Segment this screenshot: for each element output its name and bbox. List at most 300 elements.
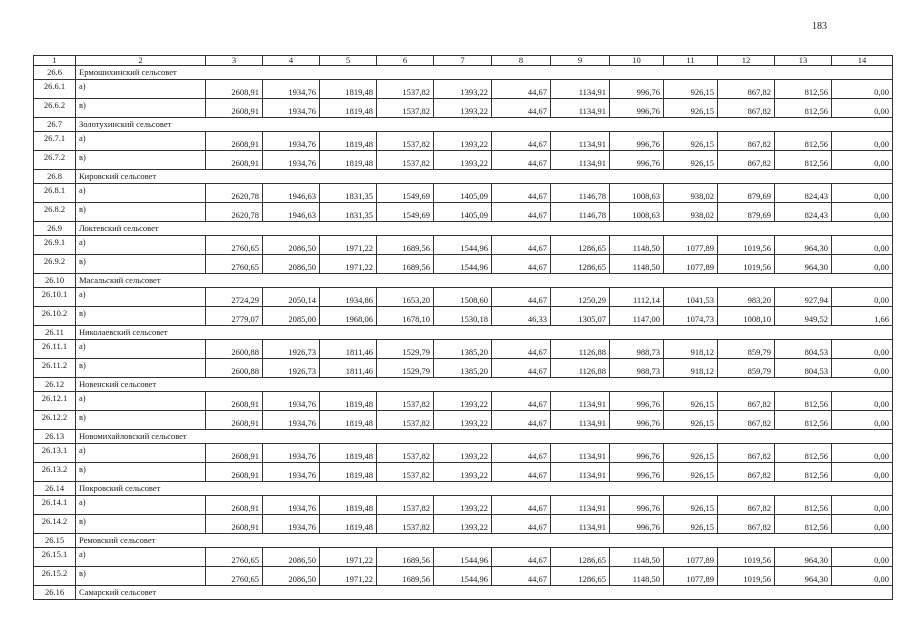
value-cell: 867,82 bbox=[718, 392, 775, 411]
value-cell: 2620,78 bbox=[206, 203, 263, 222]
value-cell: 2085,00 bbox=[263, 307, 320, 326]
value-cell: 949,52 bbox=[775, 307, 832, 326]
value-cell: 44,67 bbox=[492, 567, 551, 586]
value-cell: 2760,65 bbox=[206, 236, 263, 255]
table-body bbox=[34, 56, 893, 600]
value-cell: 812,56 bbox=[775, 444, 832, 463]
row-variant: а) bbox=[76, 132, 206, 151]
section-title: Локтевский сельсовет bbox=[76, 222, 893, 236]
value-cell: 1819,48 bbox=[320, 515, 377, 534]
table-row bbox=[34, 288, 893, 307]
value-cell: 1393,22 bbox=[434, 463, 492, 482]
column-number: 2 bbox=[76, 56, 206, 66]
value-cell: 1530,18 bbox=[434, 307, 492, 326]
value-cell: 1831,35 bbox=[320, 203, 377, 222]
value-cell: 0,00 bbox=[832, 236, 893, 255]
value-cell: 1405,09 bbox=[434, 184, 492, 203]
value-cell: 812,56 bbox=[775, 80, 832, 99]
value-cell: 2760,65 bbox=[206, 548, 263, 567]
value-cell: 2608,91 bbox=[206, 99, 263, 118]
value-cell: 1286,65 bbox=[551, 255, 610, 274]
value-cell: 1134,91 bbox=[551, 132, 610, 151]
value-cell: 938,02 bbox=[664, 184, 718, 203]
table-row bbox=[34, 411, 893, 430]
value-cell: 1508,60 bbox=[434, 288, 492, 307]
column-number-row bbox=[34, 56, 893, 66]
value-cell: 0,00 bbox=[832, 99, 893, 118]
value-cell: 988,73 bbox=[610, 359, 664, 378]
value-cell: 1544,96 bbox=[434, 548, 492, 567]
value-cell: 2086,50 bbox=[263, 236, 320, 255]
section-title: Новенский сельсовет bbox=[76, 378, 893, 392]
row-variant: в) bbox=[76, 151, 206, 170]
value-cell: 1819,48 bbox=[320, 99, 377, 118]
value-cell: 1537,82 bbox=[377, 444, 434, 463]
value-cell: 996,76 bbox=[610, 515, 664, 534]
section-row bbox=[34, 274, 893, 288]
value-cell: 1537,82 bbox=[377, 463, 434, 482]
value-cell: 2050,14 bbox=[263, 288, 320, 307]
row-code: 26.11.2 bbox=[34, 359, 76, 378]
value-cell: 44,67 bbox=[492, 132, 551, 151]
value-cell: 2086,50 bbox=[263, 548, 320, 567]
value-cell: 1678,10 bbox=[377, 307, 434, 326]
value-cell: 1971,22 bbox=[320, 548, 377, 567]
value-cell: 44,67 bbox=[492, 151, 551, 170]
value-cell: 44,67 bbox=[492, 99, 551, 118]
value-cell: 996,76 bbox=[610, 80, 664, 99]
value-cell: 1393,22 bbox=[434, 444, 492, 463]
value-cell: 1544,96 bbox=[434, 236, 492, 255]
column-number: 7 bbox=[434, 56, 492, 66]
value-cell: 1819,48 bbox=[320, 496, 377, 515]
value-cell: 44,67 bbox=[492, 496, 551, 515]
value-cell: 1250,29 bbox=[551, 288, 610, 307]
value-cell: 44,67 bbox=[492, 203, 551, 222]
value-cell: 996,76 bbox=[610, 496, 664, 515]
table-row bbox=[34, 515, 893, 534]
value-cell: 1537,82 bbox=[377, 515, 434, 534]
section-code: 26.11 bbox=[34, 326, 76, 340]
row-code: 26.12.2 bbox=[34, 411, 76, 430]
section-row bbox=[34, 326, 893, 340]
value-cell: 1971,22 bbox=[320, 567, 377, 586]
value-cell: 1549,69 bbox=[377, 184, 434, 203]
value-cell: 1819,48 bbox=[320, 463, 377, 482]
value-cell: 1549,69 bbox=[377, 203, 434, 222]
table-row bbox=[34, 236, 893, 255]
value-cell: 1819,48 bbox=[320, 392, 377, 411]
value-cell: 1008,10 bbox=[718, 307, 775, 326]
value-cell: 44,67 bbox=[492, 411, 551, 430]
value-cell: 1286,65 bbox=[551, 548, 610, 567]
table-row bbox=[34, 151, 893, 170]
section-row bbox=[34, 378, 893, 392]
value-cell: 1134,91 bbox=[551, 392, 610, 411]
value-cell: 2620,78 bbox=[206, 184, 263, 203]
value-cell: 1946,63 bbox=[263, 203, 320, 222]
value-cell: 804,53 bbox=[775, 340, 832, 359]
value-cell: 1811,46 bbox=[320, 340, 377, 359]
value-cell: 2760,65 bbox=[206, 255, 263, 274]
value-cell: 867,82 bbox=[718, 99, 775, 118]
row-variant: в) bbox=[76, 515, 206, 534]
value-cell: 0,00 bbox=[832, 288, 893, 307]
value-cell: 996,76 bbox=[610, 392, 664, 411]
value-cell: 1019,56 bbox=[718, 236, 775, 255]
value-cell: 2086,50 bbox=[263, 255, 320, 274]
value-cell: 44,67 bbox=[492, 288, 551, 307]
value-cell: 0,00 bbox=[832, 151, 893, 170]
value-cell: 1968,06 bbox=[320, 307, 377, 326]
value-cell: 1934,76 bbox=[263, 411, 320, 430]
value-cell: 1971,22 bbox=[320, 255, 377, 274]
section-code: 26.16 bbox=[34, 586, 76, 600]
value-cell: 1385,20 bbox=[434, 359, 492, 378]
value-cell: 0,00 bbox=[832, 184, 893, 203]
value-cell: 867,82 bbox=[718, 496, 775, 515]
value-cell: 1008,63 bbox=[610, 203, 664, 222]
value-cell: 2760,65 bbox=[206, 567, 263, 586]
value-cell: 867,82 bbox=[718, 80, 775, 99]
table-row bbox=[34, 80, 893, 99]
value-cell: 918,12 bbox=[664, 359, 718, 378]
row-variant: в) bbox=[76, 411, 206, 430]
value-cell: 1041,53 bbox=[664, 288, 718, 307]
value-cell: 1393,22 bbox=[434, 132, 492, 151]
value-cell: 812,56 bbox=[775, 151, 832, 170]
value-cell: 859,79 bbox=[718, 340, 775, 359]
section-row bbox=[34, 222, 893, 236]
section-code: 26.9 bbox=[34, 222, 76, 236]
value-cell: 44,67 bbox=[492, 255, 551, 274]
value-cell: 1019,56 bbox=[718, 567, 775, 586]
section-title: Кировский сельсовет bbox=[76, 170, 893, 184]
value-cell: 1946,63 bbox=[263, 184, 320, 203]
value-cell: 0,00 bbox=[832, 515, 893, 534]
value-cell: 879,69 bbox=[718, 184, 775, 203]
row-code: 26.15.2 bbox=[34, 567, 76, 586]
value-cell: 1934,76 bbox=[263, 392, 320, 411]
value-cell: 1008,63 bbox=[610, 184, 664, 203]
value-cell: 1393,22 bbox=[434, 151, 492, 170]
value-cell: 1653,20 bbox=[377, 288, 434, 307]
value-cell: 996,76 bbox=[610, 99, 664, 118]
value-cell: 1934,76 bbox=[263, 496, 320, 515]
table-row bbox=[34, 496, 893, 515]
value-cell: 0,00 bbox=[832, 496, 893, 515]
value-cell: 1019,56 bbox=[718, 255, 775, 274]
table-row bbox=[34, 203, 893, 222]
value-cell: 44,67 bbox=[492, 236, 551, 255]
row-variant: в) bbox=[76, 99, 206, 118]
row-code: 26.13.1 bbox=[34, 444, 76, 463]
value-cell: 1819,48 bbox=[320, 151, 377, 170]
value-cell: 879,69 bbox=[718, 203, 775, 222]
value-cell: 1934,86 bbox=[320, 288, 377, 307]
value-cell: 1134,91 bbox=[551, 80, 610, 99]
table-row bbox=[34, 340, 893, 359]
column-number: 8 bbox=[492, 56, 551, 66]
value-cell: 1537,82 bbox=[377, 411, 434, 430]
value-cell: 1393,22 bbox=[434, 99, 492, 118]
column-number: 13 bbox=[775, 56, 832, 66]
value-cell: 2779,07 bbox=[206, 307, 263, 326]
value-cell: 1544,96 bbox=[434, 567, 492, 586]
row-variant: в) bbox=[76, 463, 206, 482]
value-cell: 938,02 bbox=[664, 203, 718, 222]
value-cell: 1134,91 bbox=[551, 463, 610, 482]
value-cell: 1529,79 bbox=[377, 359, 434, 378]
value-cell: 867,82 bbox=[718, 132, 775, 151]
value-cell: 1537,82 bbox=[377, 99, 434, 118]
value-cell: 824,43 bbox=[775, 184, 832, 203]
value-cell: 812,56 bbox=[775, 392, 832, 411]
table-row bbox=[34, 463, 893, 482]
value-cell: 1405,09 bbox=[434, 203, 492, 222]
row-variant: в) bbox=[76, 203, 206, 222]
value-cell: 1393,22 bbox=[434, 411, 492, 430]
value-cell: 1537,82 bbox=[377, 392, 434, 411]
value-cell: 1134,91 bbox=[551, 444, 610, 463]
value-cell: 926,15 bbox=[664, 132, 718, 151]
table-row bbox=[34, 548, 893, 567]
value-cell: 2608,91 bbox=[206, 444, 263, 463]
value-cell: 1971,22 bbox=[320, 236, 377, 255]
value-cell: 2600,88 bbox=[206, 359, 263, 378]
section-row bbox=[34, 430, 893, 444]
value-cell: 1077,89 bbox=[664, 567, 718, 586]
value-cell: 46,33 bbox=[492, 307, 551, 326]
section-title: Покровский сельсовет bbox=[76, 482, 893, 496]
section-row bbox=[34, 534, 893, 548]
row-code: 26.10.2 bbox=[34, 307, 76, 326]
value-cell: 2608,91 bbox=[206, 80, 263, 99]
value-cell: 926,15 bbox=[664, 515, 718, 534]
value-cell: 1689,56 bbox=[377, 255, 434, 274]
value-cell: 0,00 bbox=[832, 132, 893, 151]
row-variant: а) bbox=[76, 288, 206, 307]
value-cell: 1544,96 bbox=[434, 255, 492, 274]
value-cell: 926,15 bbox=[664, 151, 718, 170]
value-cell: 1934,76 bbox=[263, 444, 320, 463]
value-cell: 812,56 bbox=[775, 411, 832, 430]
value-cell: 1934,76 bbox=[263, 151, 320, 170]
value-cell: 1537,82 bbox=[377, 151, 434, 170]
section-code: 26.15 bbox=[34, 534, 76, 548]
value-cell: 44,67 bbox=[492, 340, 551, 359]
value-cell: 812,56 bbox=[775, 99, 832, 118]
value-cell: 1934,76 bbox=[263, 515, 320, 534]
value-cell: 1148,50 bbox=[610, 567, 664, 586]
section-code: 26.8 bbox=[34, 170, 76, 184]
value-cell: 1147,00 bbox=[610, 307, 664, 326]
value-cell: 2608,91 bbox=[206, 411, 263, 430]
row-variant: а) bbox=[76, 548, 206, 567]
row-code: 26.14.2 bbox=[34, 515, 76, 534]
value-cell: 1286,65 bbox=[551, 236, 610, 255]
value-cell: 1077,89 bbox=[664, 236, 718, 255]
value-cell: 918,12 bbox=[664, 340, 718, 359]
value-cell: 964,30 bbox=[775, 236, 832, 255]
value-cell: 0,00 bbox=[832, 567, 893, 586]
value-cell: 964,30 bbox=[775, 567, 832, 586]
column-number: 12 bbox=[718, 56, 775, 66]
value-cell: 0,00 bbox=[832, 359, 893, 378]
column-number: 5 bbox=[320, 56, 377, 66]
row-variant: а) bbox=[76, 80, 206, 99]
value-cell: 1146,78 bbox=[551, 203, 610, 222]
value-cell: 859,79 bbox=[718, 359, 775, 378]
column-number: 4 bbox=[263, 56, 320, 66]
value-cell: 44,67 bbox=[492, 548, 551, 567]
row-code: 26.12.1 bbox=[34, 392, 76, 411]
value-cell: 44,67 bbox=[492, 463, 551, 482]
value-cell: 1819,48 bbox=[320, 411, 377, 430]
row-code: 26.8.2 bbox=[34, 203, 76, 222]
value-cell: 867,82 bbox=[718, 411, 775, 430]
value-cell: 1934,76 bbox=[263, 80, 320, 99]
value-cell: 1689,56 bbox=[377, 236, 434, 255]
value-cell: 812,56 bbox=[775, 463, 832, 482]
value-cell: 1811,46 bbox=[320, 359, 377, 378]
value-cell: 1934,76 bbox=[263, 99, 320, 118]
value-cell: 1,66 bbox=[832, 307, 893, 326]
value-cell: 1934,76 bbox=[263, 463, 320, 482]
value-cell: 2608,91 bbox=[206, 463, 263, 482]
value-cell: 1393,22 bbox=[434, 392, 492, 411]
value-cell: 996,76 bbox=[610, 411, 664, 430]
row-variant: а) bbox=[76, 496, 206, 515]
value-cell: 1074,73 bbox=[664, 307, 718, 326]
value-cell: 926,15 bbox=[664, 463, 718, 482]
value-cell: 867,82 bbox=[718, 463, 775, 482]
value-cell: 1537,82 bbox=[377, 80, 434, 99]
value-cell: 44,67 bbox=[492, 80, 551, 99]
value-cell: 0,00 bbox=[832, 203, 893, 222]
row-variant: в) bbox=[76, 255, 206, 274]
column-number: 6 bbox=[377, 56, 434, 66]
value-cell: 927,94 bbox=[775, 288, 832, 307]
row-code: 26.13.2 bbox=[34, 463, 76, 482]
value-cell: 1146,78 bbox=[551, 184, 610, 203]
section-code: 26.10 bbox=[34, 274, 76, 288]
value-cell: 812,56 bbox=[775, 515, 832, 534]
value-cell: 867,82 bbox=[718, 444, 775, 463]
value-cell: 804,53 bbox=[775, 359, 832, 378]
value-cell: 964,30 bbox=[775, 255, 832, 274]
value-cell: 1393,22 bbox=[434, 515, 492, 534]
row-variant: в) bbox=[76, 307, 206, 326]
value-cell: 1148,50 bbox=[610, 255, 664, 274]
value-cell: 44,67 bbox=[492, 184, 551, 203]
row-code: 26.15.1 bbox=[34, 548, 76, 567]
value-cell: 1393,22 bbox=[434, 80, 492, 99]
section-row bbox=[34, 482, 893, 496]
value-cell: 2608,91 bbox=[206, 132, 263, 151]
value-cell: 926,15 bbox=[664, 80, 718, 99]
value-cell: 0,00 bbox=[832, 392, 893, 411]
row-variant: в) bbox=[76, 359, 206, 378]
value-cell: 1393,22 bbox=[434, 496, 492, 515]
value-cell: 1126,88 bbox=[551, 340, 610, 359]
row-code: 26.6.1 bbox=[34, 80, 76, 99]
value-cell: 1819,48 bbox=[320, 444, 377, 463]
value-cell: 1385,20 bbox=[434, 340, 492, 359]
value-cell: 926,15 bbox=[664, 392, 718, 411]
value-cell: 983,20 bbox=[718, 288, 775, 307]
value-cell: 2608,91 bbox=[206, 496, 263, 515]
value-cell: 1689,56 bbox=[377, 567, 434, 586]
table-row bbox=[34, 99, 893, 118]
table-row bbox=[34, 359, 893, 378]
section-title: Николаевский сельсовет bbox=[76, 326, 893, 340]
value-cell: 1819,48 bbox=[320, 80, 377, 99]
value-cell: 0,00 bbox=[832, 255, 893, 274]
value-cell: 996,76 bbox=[610, 151, 664, 170]
value-cell: 1134,91 bbox=[551, 411, 610, 430]
value-cell: 2600,88 bbox=[206, 340, 263, 359]
value-cell: 996,76 bbox=[610, 463, 664, 482]
value-cell: 867,82 bbox=[718, 151, 775, 170]
value-cell: 926,15 bbox=[664, 444, 718, 463]
value-cell: 1112,14 bbox=[610, 288, 664, 307]
section-row bbox=[34, 170, 893, 184]
table-row bbox=[34, 567, 893, 586]
row-variant: а) bbox=[76, 236, 206, 255]
section-code: 26.14 bbox=[34, 482, 76, 496]
column-number: 14 bbox=[832, 56, 893, 66]
row-variant: в) bbox=[76, 567, 206, 586]
value-cell: 1077,89 bbox=[664, 548, 718, 567]
column-number: 11 bbox=[664, 56, 718, 66]
value-cell: 926,15 bbox=[664, 496, 718, 515]
value-cell: 988,73 bbox=[610, 340, 664, 359]
value-cell: 1019,56 bbox=[718, 548, 775, 567]
value-cell: 1529,79 bbox=[377, 340, 434, 359]
value-cell: 1926,73 bbox=[263, 340, 320, 359]
value-cell: 1134,91 bbox=[551, 515, 610, 534]
page-number: 183 bbox=[812, 21, 827, 32]
value-cell: 1831,35 bbox=[320, 184, 377, 203]
value-cell: 926,15 bbox=[664, 411, 718, 430]
row-code: 26.14.1 bbox=[34, 496, 76, 515]
value-cell: 0,00 bbox=[832, 80, 893, 99]
column-number: 3 bbox=[206, 56, 263, 66]
table-row bbox=[34, 444, 893, 463]
row-code: 26.7.1 bbox=[34, 132, 76, 151]
column-number: 9 bbox=[551, 56, 610, 66]
value-cell: 1926,73 bbox=[263, 359, 320, 378]
value-cell: 2724,29 bbox=[206, 288, 263, 307]
value-cell: 0,00 bbox=[832, 411, 893, 430]
value-cell: 2608,91 bbox=[206, 515, 263, 534]
section-title: Ремовский сельсовет bbox=[76, 534, 893, 548]
value-cell: 1819,48 bbox=[320, 132, 377, 151]
row-code: 26.9.2 bbox=[34, 255, 76, 274]
value-cell: 44,67 bbox=[492, 444, 551, 463]
column-number: 10 bbox=[610, 56, 664, 66]
section-title: Самарский сельсовет bbox=[76, 586, 893, 600]
value-cell: 1689,56 bbox=[377, 548, 434, 567]
value-cell: 0,00 bbox=[832, 548, 893, 567]
section-code: 26.6 bbox=[34, 66, 76, 80]
value-cell: 996,76 bbox=[610, 444, 664, 463]
value-cell: 824,43 bbox=[775, 203, 832, 222]
value-cell: 926,15 bbox=[664, 99, 718, 118]
value-cell: 0,00 bbox=[832, 340, 893, 359]
row-variant: а) bbox=[76, 340, 206, 359]
